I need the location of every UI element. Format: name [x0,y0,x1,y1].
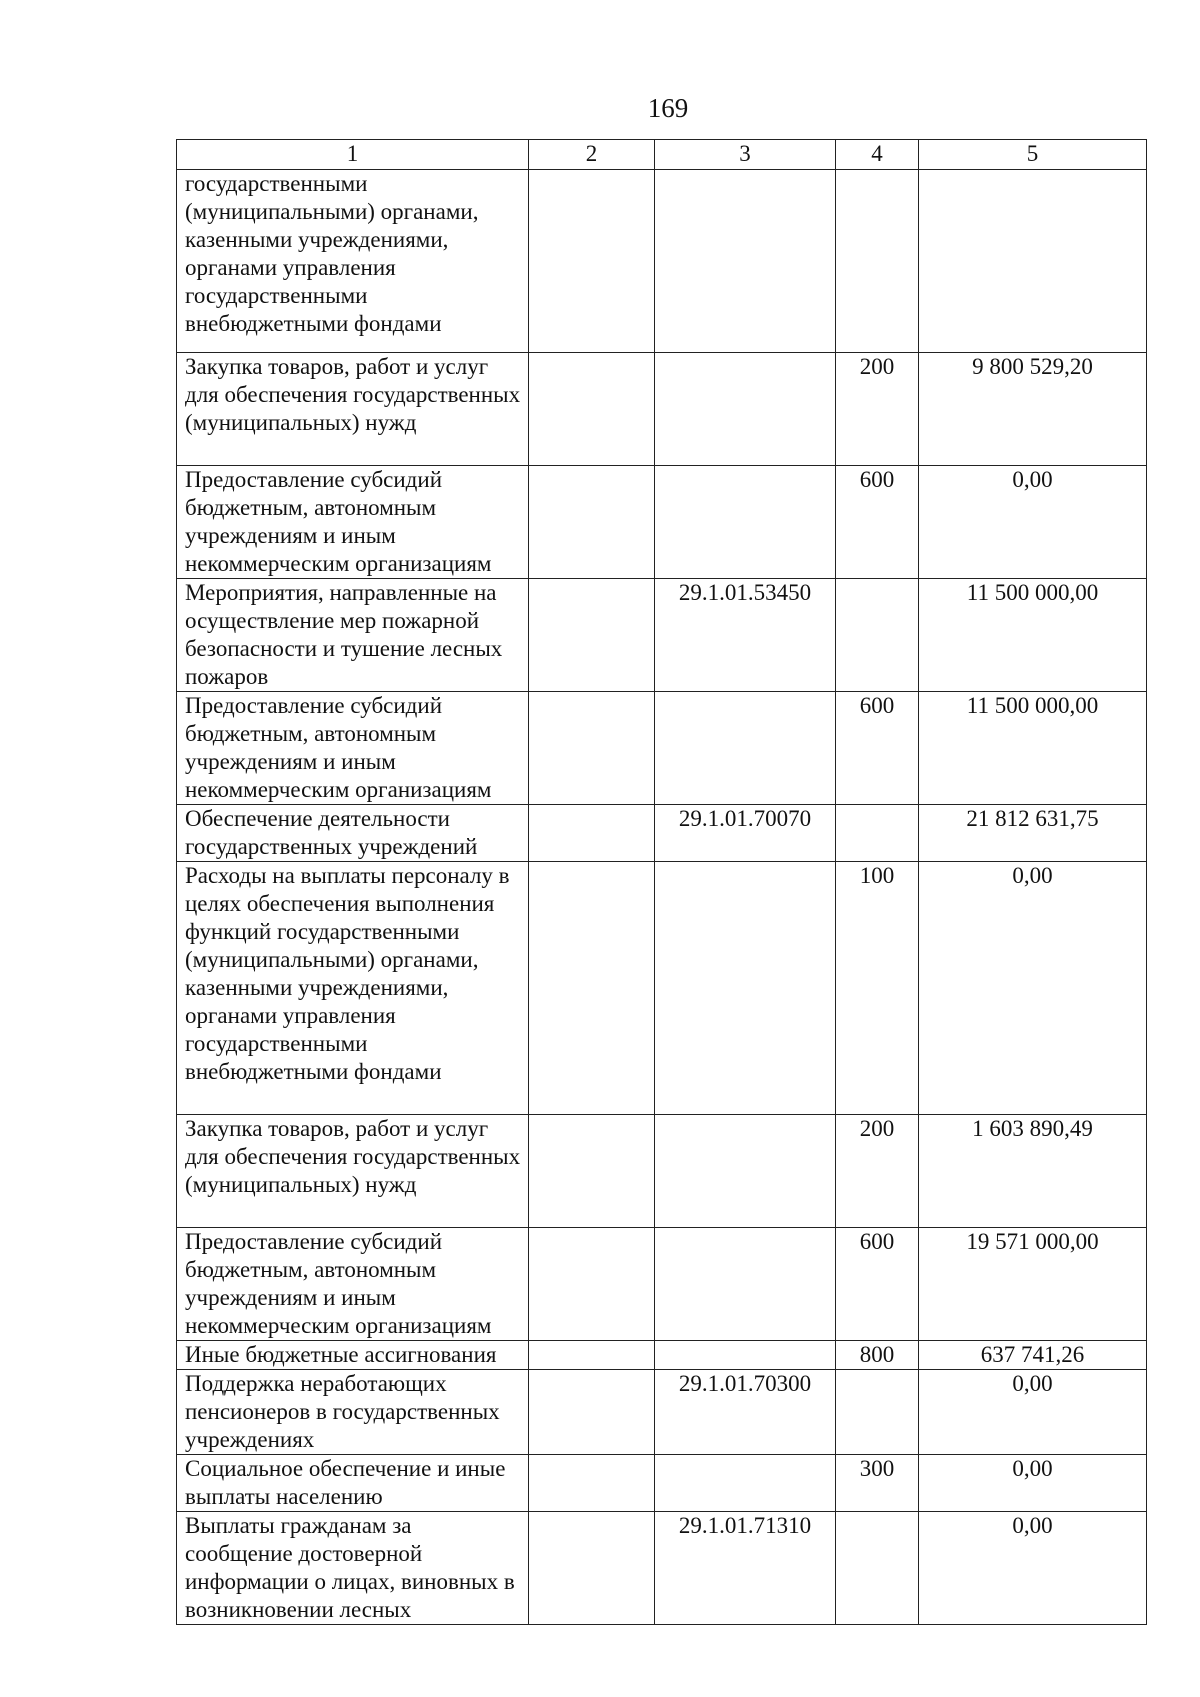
row-code [655,1341,836,1370]
row-code: 29.1.01.70070 [655,805,836,862]
row-type: 600 [836,466,919,579]
row-name: Закупка товаров, работ и услуг для обеспечения государственных (муниципальных) нужд [177,1115,529,1228]
row-name: Обеспечение деятельности государственных учреждений [177,805,529,862]
table-row [177,1455,1147,1512]
header-col-5: 5 [919,140,1147,170]
table-row [177,862,1147,1115]
row-name: Выплаты гражданам за сообщение достоверной информации о лицах, виновных в возникновении лесных [177,1512,529,1625]
row-amount: 11 500 000,00 [919,579,1147,692]
row-type: 200 [836,353,919,466]
row-type: 800 [836,1341,919,1370]
row-name: Поддержка неработающих пенсионеров в государственных учреждениях [177,1370,529,1455]
table-row [177,170,1147,353]
header-col-1: 1 [177,140,529,170]
table-row [177,579,1147,692]
table-row [177,1341,1147,1370]
table-row [177,692,1147,805]
row-col2 [529,805,655,862]
row-col2 [529,170,655,353]
row-amount: 0,00 [919,1455,1147,1512]
row-amount: 0,00 [919,1512,1147,1625]
row-col2 [529,1115,655,1228]
row-code [655,1115,836,1228]
row-col2 [529,692,655,805]
row-amount: 0,00 [919,466,1147,579]
row-code: 29.1.01.70300 [655,1370,836,1455]
table-row [177,353,1147,466]
row-type [836,170,919,353]
table-body [177,170,1147,1625]
row-amount: 11 500 000,00 [919,692,1147,805]
row-amount [919,170,1147,353]
header-col-3: 3 [655,140,836,170]
row-code [655,862,836,1115]
row-code [655,466,836,579]
table-row [177,805,1147,862]
row-amount: 0,00 [919,1370,1147,1455]
row-amount: 0,00 [919,862,1147,1115]
row-name: государственными (муниципальными) органами, казенными учреждениями, органами управления государственными внебюджетными фондами [177,170,529,353]
row-type: 600 [836,1228,919,1341]
row-col2 [529,579,655,692]
table-row [177,466,1147,579]
row-col2 [529,1228,655,1341]
row-name: Мероприятия, направленные на осуществление мер пожарной безопасности и тушение лесных пожаров [177,579,529,692]
row-col2 [529,862,655,1115]
header-col-2: 2 [529,140,655,170]
row-name: Иные бюджетные ассигнования [177,1341,529,1370]
row-name: Закупка товаров, работ и услуг для обеспечения государственных (муниципальных) нужд [177,353,529,466]
row-amount: 9 800 529,20 [919,353,1147,466]
row-type: 300 [836,1455,919,1512]
row-col2 [529,466,655,579]
table-row [177,1512,1147,1625]
row-name: Предоставление субсидий бюджетным, автономным учреждениям и иным некоммерческим организациям [177,466,529,579]
row-type [836,805,919,862]
row-type [836,1370,919,1455]
row-code [655,1455,836,1512]
row-amount: 1 603 890,49 [919,1115,1147,1228]
row-type: 600 [836,692,919,805]
row-col2 [529,1512,655,1625]
row-col2 [529,1455,655,1512]
row-name: Предоставление субсидий бюджетным, автономным учреждениям и иным некоммерческим организациям [177,692,529,805]
row-name: Социальное обеспечение и иные выплаты населению [177,1455,529,1512]
row-type [836,1512,919,1625]
row-code [655,353,836,466]
row-amount: 19 571 000,00 [919,1228,1147,1341]
table-row [177,1115,1147,1228]
row-type: 200 [836,1115,919,1228]
row-code [655,1228,836,1341]
row-col2 [529,1370,655,1455]
row-col2 [529,353,655,466]
header-col-4: 4 [836,140,919,170]
row-name: Расходы на выплаты персоналу в целях обеспечения выполнения функций государственными (муниципальными) органами, казенными учреждениями, органами управления государственными внебюджетными фондами [177,862,529,1115]
row-type: 100 [836,862,919,1115]
row-amount: 21 812 631,75 [919,805,1147,862]
row-code [655,692,836,805]
budget-table [176,139,1147,1625]
table-row [177,1370,1147,1455]
page-number: 169 [647,93,689,123]
table-row [177,1228,1147,1341]
header-row [177,140,1147,170]
row-code: 29.1.01.53450 [655,579,836,692]
row-amount: 637 741,26 [919,1341,1147,1370]
row-col2 [529,1341,655,1370]
row-name: Предоставление субсидий бюджетным, автономным учреждениям и иным некоммерческим организациям [177,1228,529,1341]
row-code: 29.1.01.71310 [655,1512,836,1625]
row-code [655,170,836,353]
row-type [836,579,919,692]
